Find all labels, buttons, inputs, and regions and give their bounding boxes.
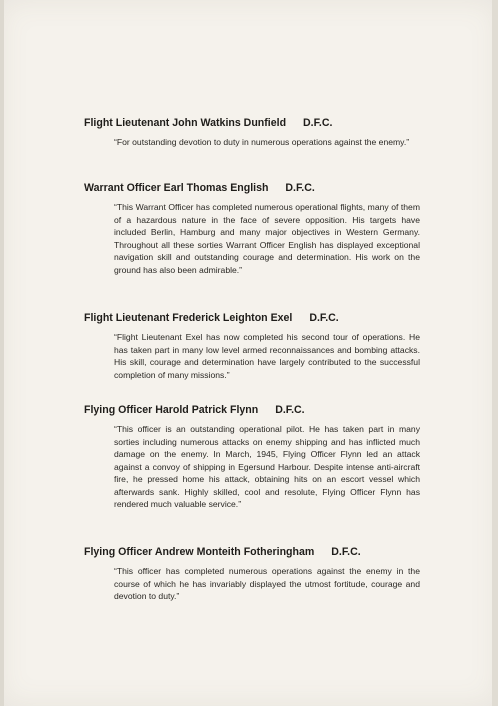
citation-dunfield [84, 116, 474, 149]
citation-heading [84, 545, 474, 559]
citation-text: “This Warrant Officer has completed numerous operational flights, many of them of a hazardous nature in the face of severe opposition. His targets have included Berlin, Hamburg and many major objectives in Western Germany. Throughout all these sorties Warrant Officer English has displayed exceptional navigation skill and outstanding courage and determination. His work on the ground has also been admirable.” [114, 202, 420, 275]
page-edge-left [0, 0, 4, 706]
page-edge-right [492, 0, 498, 706]
award-title: D.F.C. [285, 182, 315, 194]
citation-flynn [84, 403, 474, 511]
citation-heading [84, 181, 474, 195]
award-title: D.F.C. [309, 312, 339, 324]
citation-text: “For outstanding devotion to duty in numerous operations against the enemy.” [114, 137, 410, 147]
award-title: D.F.C. [331, 546, 361, 558]
award-title: D.F.C. [275, 404, 305, 416]
citation-heading [84, 403, 474, 417]
recipient-name: Flying Officer Harold Patrick Flynn [84, 404, 259, 416]
recipient-name: Warrant Officer Earl Thomas English [84, 182, 269, 194]
award-title: D.F.C. [303, 117, 333, 129]
recipient-name: Flight Lieutenant Frederick Leighton Exel [84, 312, 293, 324]
citation-heading [84, 311, 474, 325]
citation-text: “This officer has completed numerous operations against the enemy in the course of which he has invariably displayed the utmost fortitude, courage and devotion to duty.” [114, 566, 420, 601]
citation-fotheringham [84, 545, 474, 603]
citation-heading [84, 116, 474, 130]
recipient-name: Flying Officer Andrew Monteith Fotheringham [84, 546, 315, 558]
recipient-name: Flight Lieutenant John Watkins Dunfield [84, 117, 287, 129]
citation-text: “Flight Lieutenant Exel has now completed his second tour of operations. He has taken part in many low level armed reconnaissances and bombing attacks. His skill, courage and determination have largely contributed to the successful completion of many missions.” [114, 332, 420, 380]
citation-exel [84, 311, 474, 381]
citation-english [84, 181, 474, 276]
citation-text: “This officer is an outstanding operational pilot. He has taken part in many sorties including numerous attacks on enemy shipping and has inflicted much damage on the enemy. In March, 1945, Flying Officer Flynn led an attack against a convoy of shipping in Egersund Harbour. Despite intense anti-aircraft fire, he pressed home his attack, obtaining hits on an escort vessel which afterwards sank. Highly skilled, cool and resolute, Flying Officer Flynn has rendered much valuable service.” [114, 424, 420, 509]
